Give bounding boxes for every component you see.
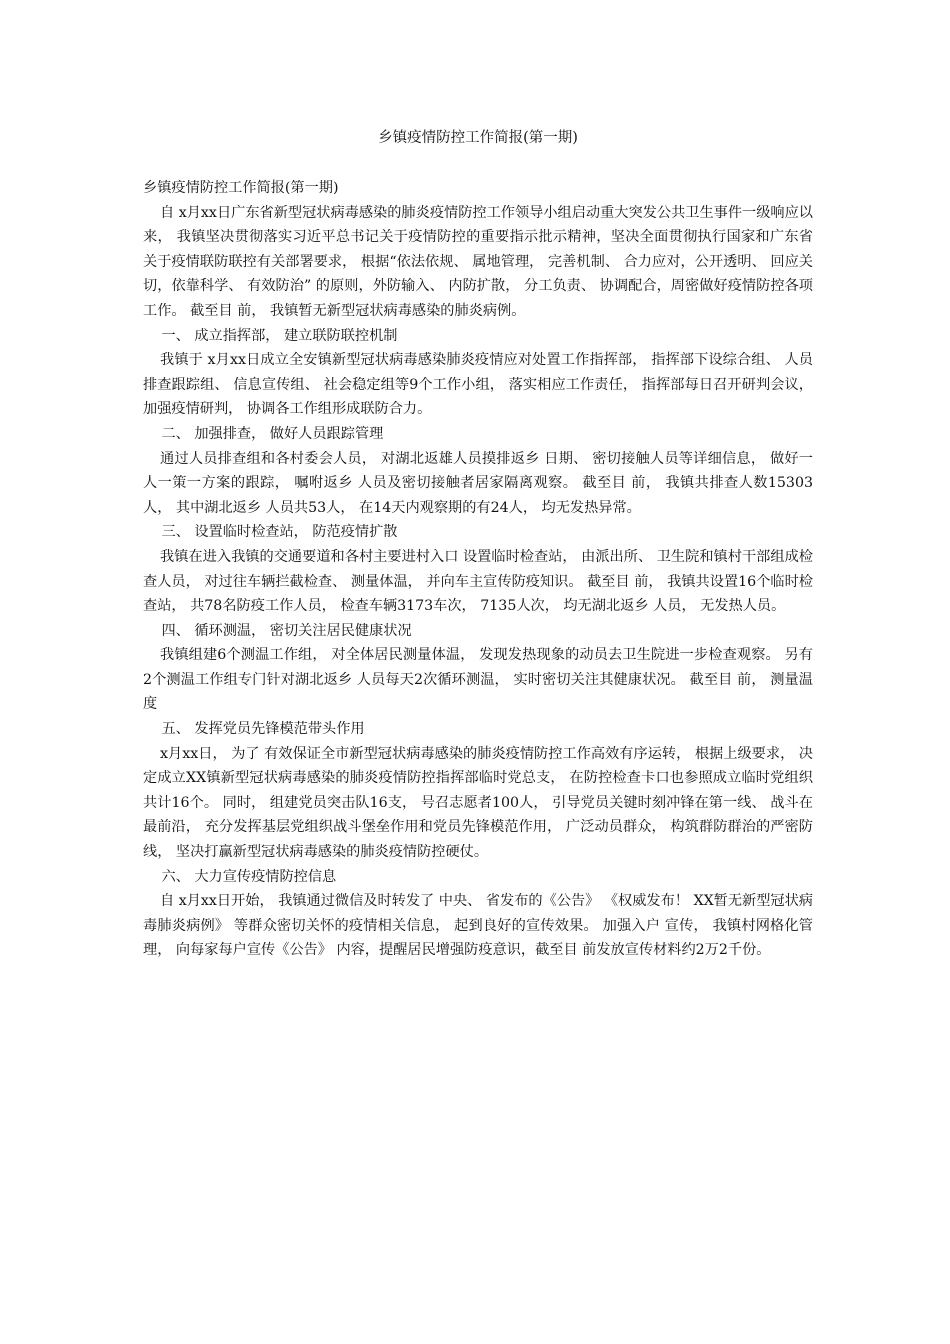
document-subtitle: 乡镇疫情防控工作简报(第一期) [143, 180, 339, 196]
section-heading-4: 四、 循环测温， 密切关注居民健康状况 [161, 622, 412, 639]
document-title: 乡镇疫情防控工作简报(第一期) [378, 130, 578, 146]
section-heading-5: 五、 发挥党员先锋模范带头作用 [161, 721, 365, 738]
section-heading-3: 三、 设置临时检查站， 防范疫情扩散 [161, 524, 398, 541]
paragraph-section-6: 自 x月xx日开始， 我镇通过微信及时转发了 中央、 省发布的《公告》 《权威发布！ XX暂无新型冠状病毒肺炎病例》 等群众密切关怀的疫情相关信息， 起到良好的宣传效果。 加强入户 宣传， 我镇村网格化管理， 向每家每户宣传《公告》 内容，提醒居民增强防疫意识，截至目 前发放宣传材料约2万2千份。 [143, 893, 813, 959]
section-heading-2: 二、 加强排查， 做好人员跟踪管理 [161, 425, 384, 442]
paragraph-section-5: x月xx日， 为了 有效保证全市新型冠状病毒感染的肺炎疫情防控工作高效有序运转， 根据上级要求， 决定成立XX镇新型冠状病毒感染的肺炎疫情防控指挥部临时党总支， 在防控检查卡口也参照成立临时党组织共计16个。 同时， 组建党员突击队16支， 号召志愿者100人， 引导党员关键时刻冲锋在第一线、 战斗在最前沿， 充分发挥基层党组织战斗堡垒作用和党员先锋模范作用， 广泛动员群众， 构筑群防群治的严密防线， 坚决打赢新型冠状病毒感染的肺炎疫情防控硬仗。 [143, 745, 813, 861]
paragraph-section-4: 我镇组建6个测温工作组， 对全体居民测量体温， 发现发热现象的动员去卫生院进一步检查观察。 另有2个测温工作组专门针对湖北返乡 人员每天2次循环测温， 实时密切关注其健康状况。 截至目 前， 测量温度 [143, 647, 813, 713]
paragraph-section-1: 我镇于 x月xx日成立全安镇新型冠状病毒感染肺炎疫情应对处置工作指挥部， 指挥部下设综合组、 人员排查跟踪组、 信息宣传组、 社会稳定组等9个工作小组， 落实相应工作责任， 指挥部每日召开研判会议， 加强疫情研判， 协调各工作组形成联防合力。 [143, 352, 813, 418]
section-heading-6: 六、 大力宣传疫情防控信息 [161, 868, 337, 885]
paragraph-intro: 自 x月xx日广东省新型冠状病毒感染的肺炎疫情防控工作领导小组启动重大突发公共卫生事件一级响应以来， 我镇坚决贯彻落实习近平总书记关于疫情防控的重要指示批示精神，坚决全面贯彻执行国家和广东省关于疫情联防联控有关部署要求， 根据“依法依规、 属地管理， 完善机制、 合力应对，公开透明、 回应关切，依靠科学、 有效防治” 的原则，外防输入、 内防扩散， 分工负责、 协调配合，周密做好疫情防控各项工作。 截至目 前， 我镇暂无新型冠状病毒感染的肺炎病例。 [143, 204, 813, 319]
paragraph-section-3: 我镇在进入我镇的交通要道和各村主要进村入口 设置临时检查站， 由派出所、 卫生院和镇村干部组成检查人员， 对过往车辆拦截检查、 测量体温， 并向车主宣传防疫知识。 截至目 前， 我镇共设置16个临时检查站， 共78名防疫工作人员， 检查车辆3173车次， 7135人次， 均无湖北返乡 人员， 无发热人员。 [143, 548, 813, 615]
paragraph-section-2: 通过人员排查组和各村委会人员， 对湖北返雄人员摸排返乡 日期、 密切接触人员等详细信息， 做好一人一策一方案的跟踪， 嘱咐返乡 人员及密切接触者居家隔离观察。 截至目 前， 我镇共排查人数15303人， 其中湖北返乡 人员共53人， 在14天内观察期的有24人， 均无发热异常。 [143, 450, 813, 516]
section-heading-1: 一、 成立指挥部， 建立联防联控机制 [161, 327, 398, 344]
document-body [143, 176, 813, 963]
